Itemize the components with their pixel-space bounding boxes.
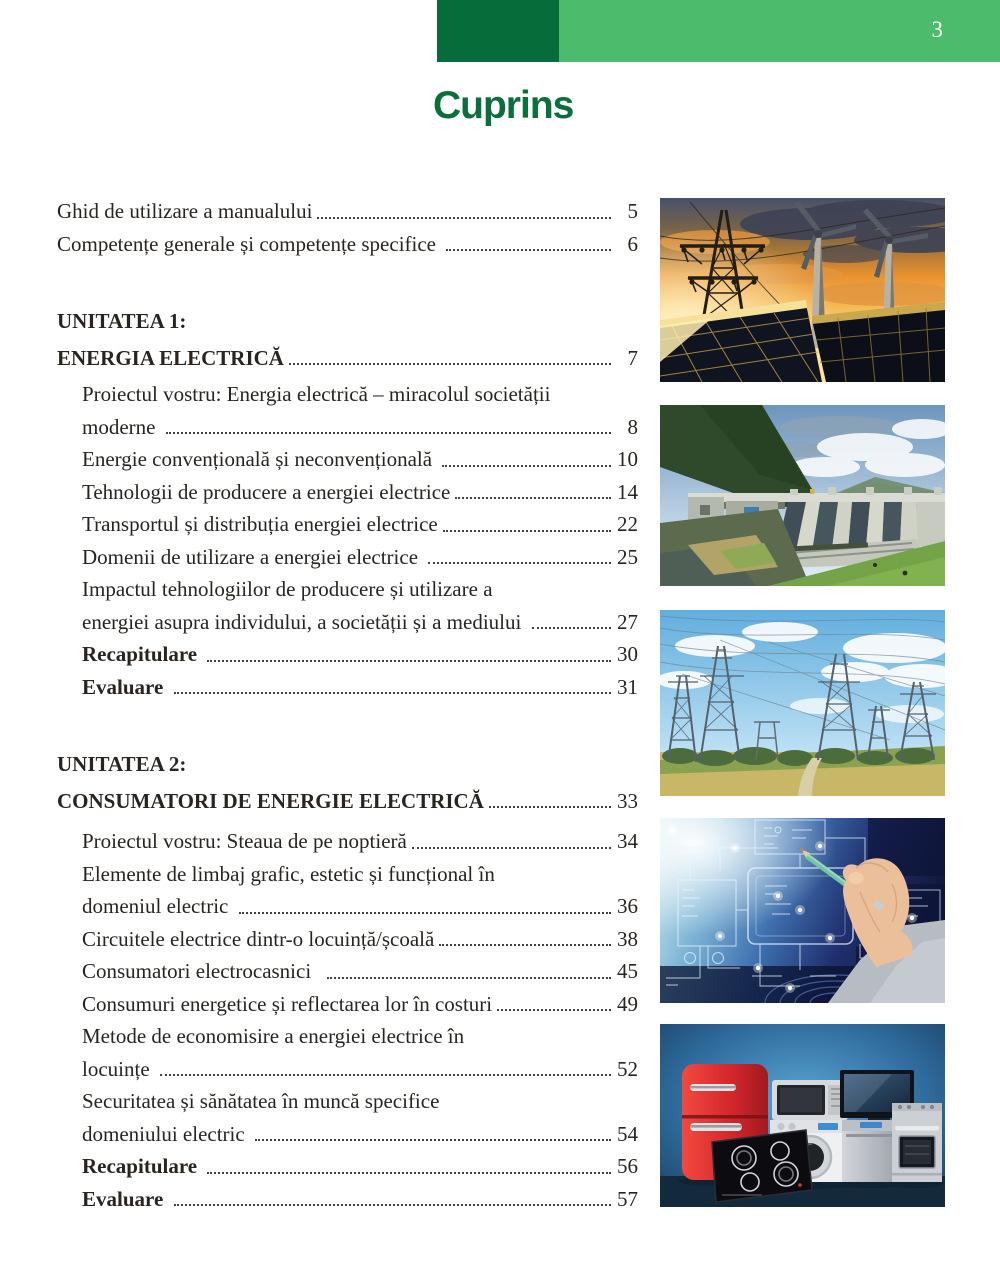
toc-entry-line [57,1183,638,1216]
table-of-contents [57,195,638,1215]
toc-entry-line [57,411,638,444]
toc-entry-line [57,1020,638,1053]
toc-page-number: 36 [617,894,638,918]
toc-page-number: 5 [627,199,638,223]
leader-dots [160,1074,611,1076]
toc-page-number: 45 [617,959,638,983]
toc-page-number: 52 [617,1056,638,1081]
toc-entry-title: ENERGIA ELECTRICĂ [57,345,284,370]
toc-entry-title: CONSUMATORI DE ENERGIE ELECTRICĂ [57,788,484,813]
toc-entry-line [57,476,638,509]
leader-dots [289,363,611,365]
toc-entry-line [57,541,638,574]
toc-entry-line [57,228,638,261]
leader-dots [443,530,611,532]
photo-home-appliances [660,1024,945,1207]
toc-entry-title: Recapitulare [82,642,203,666]
leader-dots [166,432,611,434]
photo-energy-mix-sunset [660,198,945,382]
toc-entry-title: Metode de economisire a energiei electrice în [82,1024,465,1048]
toc-page-number: 27 [617,609,638,634]
toc-entry-title: Ghid de utilizare a manualului [57,199,313,223]
toc-entry-line [57,988,638,1021]
toc-entry-title: Tehnologii de producere a energiei electrice [82,479,451,504]
toc-entry-line [57,955,638,988]
toc-entry-title: domeniul electric [82,894,234,918]
page-title: Cuprins [433,84,574,127]
leader-dots [174,1204,611,1206]
toc-entry-title: Proiectul vostru: Steaua de pe noptieră [82,829,407,853]
toc-entry-title: locuințe [82,1056,155,1081]
leader-dots [439,944,611,946]
toc-entry-line [57,1085,638,1118]
toc-entry-line [57,890,638,923]
toc-entry-title: Recapitulare [82,1154,203,1178]
leader-dots [412,847,611,849]
toc-page-number: 34 [617,829,638,853]
toc-page-number: 14 [617,479,638,504]
toc-page-number: 10 [617,447,638,471]
toc-entry-line [57,671,638,704]
toc-page-number: 8 [627,414,638,439]
toc-entry-line [57,825,638,858]
toc-entry-title: Securitatea și sănătatea în muncă specifice [82,1089,440,1113]
toc-entry-title: Transportul și distribuția energiei electrice [82,512,438,536]
toc-entry-title: UNITATEA 1: [57,309,187,333]
toc-entry-line [57,378,638,411]
toc-entry-title: Competențe generale și competențe specifice [57,231,442,256]
photo-circuit-blueprint-hand [660,818,945,1003]
toc-entry-line [57,1053,638,1086]
toc-page-number: 54 [617,1121,638,1146]
toc-entry-line [57,1118,638,1151]
toc-entry-title: moderne [82,414,161,439]
toc-entry-title: domeniului electric [82,1121,250,1146]
toc-section-label [57,748,638,781]
toc-entry-line [57,508,638,541]
photo-hydroelectric-dam [660,405,945,586]
toc-entry-line [57,443,638,476]
toc-page-number: 49 [617,991,638,1016]
toc-section-label [57,305,638,338]
leader-dots [446,249,611,251]
toc-entry-title: Consumuri energetice și reflectarea lor în costuri [82,991,493,1016]
toc-entry-title: Circuitele electrice dintr-o locuință/școală [82,926,435,951]
toc-page-number: 38 [617,926,638,951]
toc-entry-title: Proiectul vostru: Energia electrică – miracolul societății [82,382,551,406]
photo-transmission-towers [660,610,945,796]
toc-entry-title: Impactul tehnologiilor de producere și utilizare a [82,577,493,601]
leader-dots [174,692,611,694]
toc-page-number: 57 [617,1186,638,1211]
leader-dots [207,660,611,662]
toc-page-number: 7 [627,345,638,370]
leader-dots [489,806,611,808]
leader-dots [317,217,611,219]
leader-dots [255,1139,611,1141]
toc-page-number: 33 [617,788,638,813]
leader-dots [327,977,611,979]
toc-page-number: 56 [617,1154,638,1178]
toc-entry-title: Evaluare [82,1186,169,1211]
toc-entry-line [57,858,638,891]
toc-entry-title: Domenii de utilizare a energiei electrice [82,544,424,569]
toc-entry-line [57,342,638,375]
toc-entry-line [57,923,638,956]
toc-page-number: 30 [617,642,638,666]
toc-entry-line [57,785,638,818]
toc-entry-title: Elemente de limbaj grafic, estetic și funcțional în [82,861,495,886]
toc-page-number: 22 [617,512,638,536]
leader-dots [532,627,611,629]
page-number: 3 [931,17,943,42]
leader-dots [497,1009,611,1011]
toc-entry-title: UNITATEA 2: [57,752,187,776]
toc-entry-line [57,195,638,228]
toc-entry-title: Consumatori electrocasnici [82,959,322,983]
toc-entry-title: Evaluare [82,674,169,699]
toc-page-number: 31 [617,674,638,699]
header-accent-dark [437,0,559,62]
leader-dots [455,497,611,499]
toc-entry-title: Energie convențională și neconvențională [82,447,438,471]
toc-entry-line [57,606,638,639]
leader-dots [442,465,611,467]
leader-dots [428,562,611,564]
toc-page-number: 6 [627,231,638,256]
toc-page-number: 25 [617,544,638,569]
leader-dots [239,912,611,914]
toc-entry-line [57,1150,638,1183]
toc-entry-line [57,573,638,606]
toc-entry-title: energiei asupra individului, a societății și a mediului [82,609,527,634]
toc-entry-line [57,638,638,671]
leader-dots [207,1172,611,1174]
